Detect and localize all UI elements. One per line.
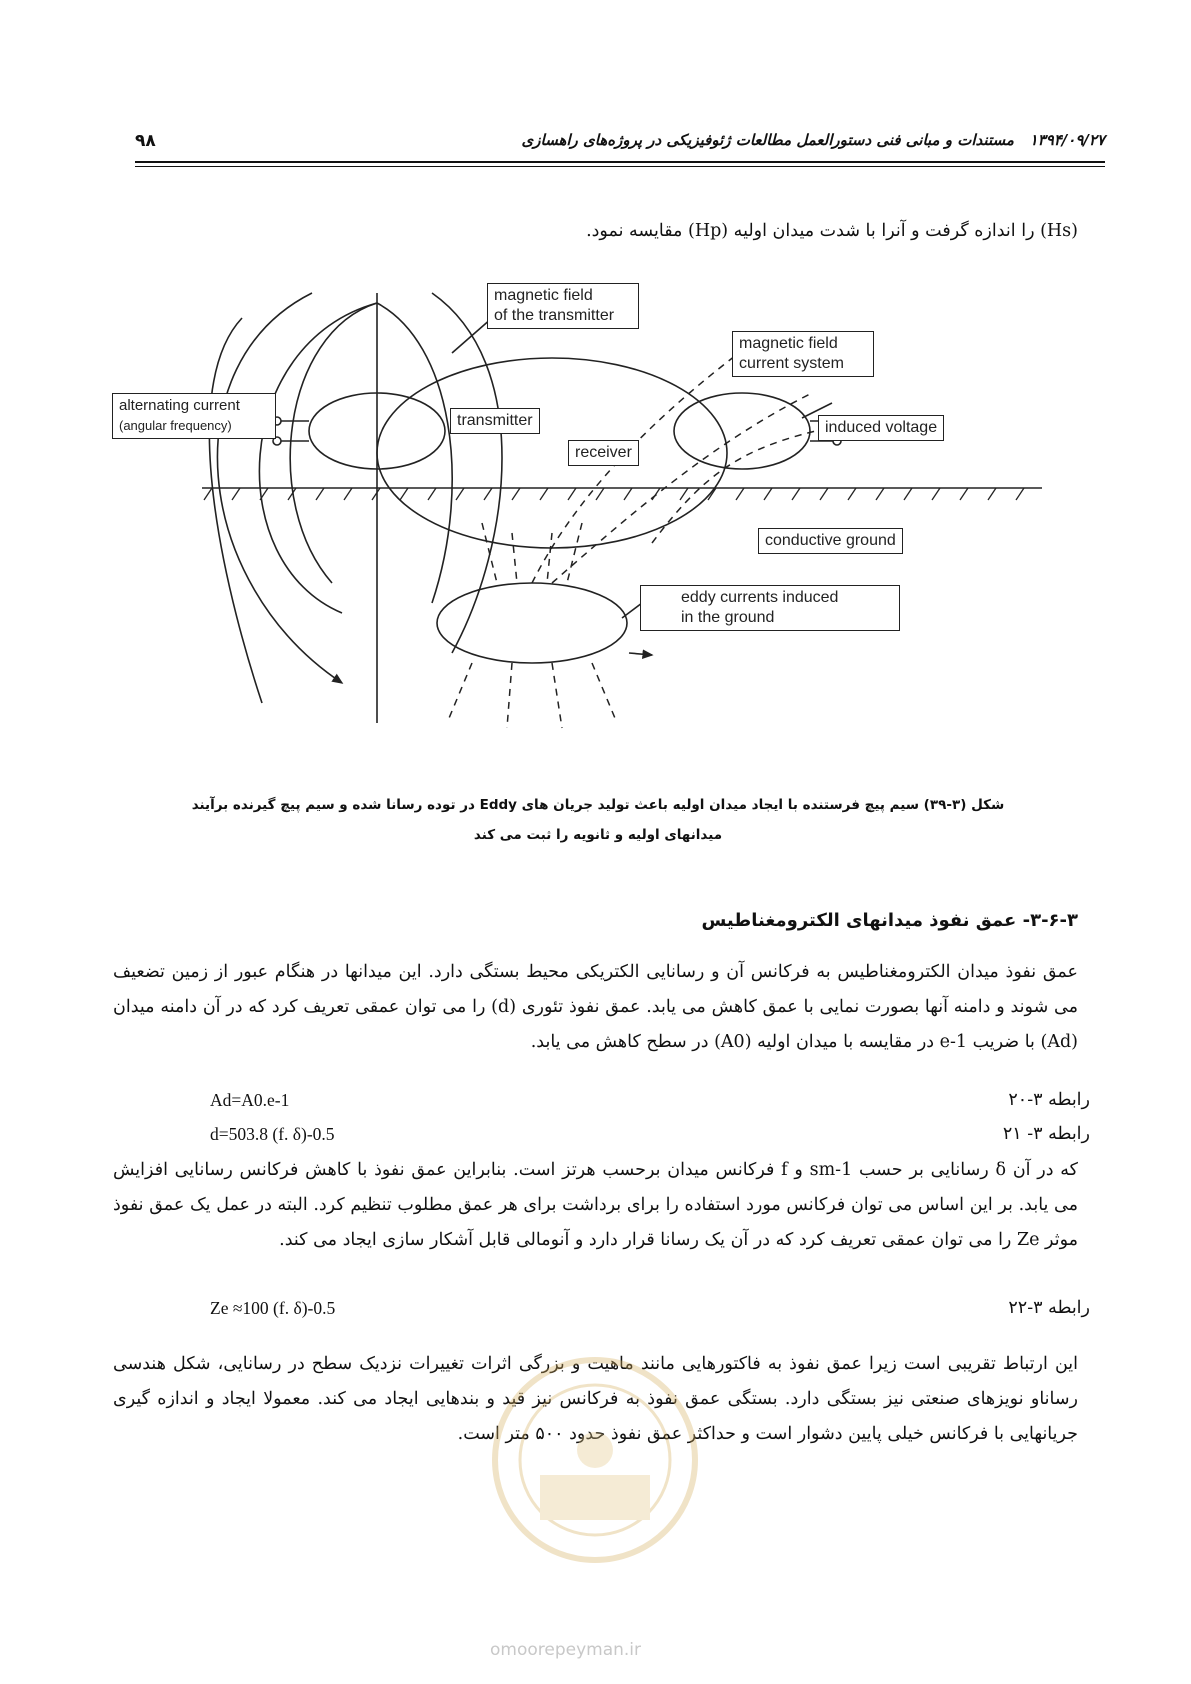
header-rule-thin bbox=[135, 166, 1105, 167]
section-heading: ۳-۶-۳- عمق نفوذ میدانهای الکترومغناطیس bbox=[701, 910, 1078, 931]
receiver-coil bbox=[674, 393, 810, 469]
figure-diagram bbox=[112, 283, 1072, 783]
label-eddy-currents bbox=[640, 585, 900, 631]
eddy-dash-4 bbox=[567, 523, 582, 583]
equation-label: رابطه ۳-۲۰ bbox=[1008, 1090, 1090, 1110]
header-title: مستندات و مبانی فنی دستورالعمل مطالعات ژئوفیزیکی در پروژه‌های راهسازی bbox=[521, 131, 1014, 149]
label-line: magnetic field bbox=[494, 287, 593, 304]
eddy-dash-8 bbox=[592, 663, 617, 723]
equation-formula: d=503.8 (f. δ)-0.5 bbox=[210, 1124, 335, 1144]
section-paragraph-2: که در آن δ رسانایی بر حسب sm-1 و f فرکانس میدان برحسب هرتز است. بنابراین عمق نفوذ با کاهش فرکانس رسانایی افزایش می یابد. بر این اساس می توان فرکانس مورد استفاده را برای برداشت برای هر عمق مطلوب تنظیم کرد. البته در عمل یک عمق نفوذ موثر Ze را می توان عمقی تعریف کرد که در آن یک رسانا قرار دارد و آنومالی قابل آشکار سازی ایجاد می کند. bbox=[113, 1160, 1079, 1250]
running-title bbox=[522, 131, 1105, 149]
header-date: ۱۳۹۴/۰۹/۲۷ bbox=[1029, 131, 1105, 149]
label-line: of the transmitter bbox=[494, 307, 615, 324]
label-line: magnetic field bbox=[739, 335, 838, 352]
label-magnetic-field-transmitter bbox=[487, 283, 639, 329]
eddy-dash-2 bbox=[512, 533, 517, 583]
field-line-4 bbox=[209, 318, 262, 703]
leader-transmitter-field bbox=[452, 318, 492, 353]
equation-3-22 bbox=[210, 1298, 1090, 1330]
eddy-dash-6 bbox=[507, 663, 512, 728]
field-line-1 bbox=[259, 303, 377, 613]
label-induced-voltage: induced voltage bbox=[818, 415, 944, 441]
label-line: in the ground bbox=[681, 609, 775, 626]
label-line: alternating current bbox=[119, 397, 240, 414]
watermark-seal bbox=[480, 1345, 710, 1575]
field-line-2 bbox=[290, 303, 377, 583]
figure-caption bbox=[118, 790, 1078, 850]
label-conductive-ground: conductive ground bbox=[758, 528, 903, 554]
caption-line-2: میدانهای اولیه و ثانویه را ثبت می کند bbox=[473, 827, 723, 843]
eddy-arrow bbox=[629, 653, 652, 655]
intro-paragraph: (Hs) را اندازه گرفت و آنرا با شدت میدان اولیه (Hp) مقایسه نمود. bbox=[586, 221, 1078, 241]
caption-line-1: شکل (۳-۳۹) سیم پیچ فرستنده با ایجاد میدان اولیه باعث تولید جریان های Eddy در توده رسانا شده و سیم پیچ گیرنده برآیند bbox=[191, 797, 1005, 813]
watermark-site: omoorepeyman.ir bbox=[490, 1640, 642, 1660]
leader-eddy bbox=[622, 603, 642, 618]
page-header bbox=[135, 125, 1105, 161]
field-line-6 bbox=[432, 293, 502, 653]
section-paragraph-3: این ارتباط تقریبی است زیرا عمق نفوذ به فاکتورهایی مانند ماهیت و بزرگی اثرات تغییرات نزدیک سطح در رسانایی، شکل هندسی رساناو نویزهای صنعتی نیز بستگی دارد. بستگی عمق نفوذ به فرکانس نیز قید و بندهایی ایجاد می کند. معمولا ایجاد و اندازه گیری جریانهایی با فرکانس خیلی پایین دشوار است و حداکثر عمق نفوذ حدود ۵۰۰ متر است. bbox=[113, 1354, 1078, 1444]
primary-field-loop bbox=[377, 358, 727, 548]
page-number: ۹۸ bbox=[135, 131, 156, 151]
eddy-current-loop bbox=[437, 583, 627, 663]
label-alternating-current bbox=[112, 393, 276, 439]
section-paragraph-1: عمق نفوذ میدان الکترومغناطیس به فرکانس آن و رسانایی الکتریکی محیط بستگی دارد. این میدانها در هنگام عبور از زمین تضعیف می شوند و دامنه آنها بصورت نمایی با عمق کاهش می یابد. عمق نفوذ تئوری (d) را می توان عمقی تعریف کرد که در آن دامنه میدان (Ad) با ضریب e-1 در مقایسه با میدان اولیه (A0) در سطح کاهش می یابد. bbox=[113, 962, 1078, 1052]
equation-label: رابطه ۳-۲۲ bbox=[1008, 1298, 1090, 1318]
label-receiver: receiver bbox=[568, 440, 639, 466]
field-line-5 bbox=[377, 303, 452, 603]
label-line: current system bbox=[739, 355, 844, 372]
equation-formula: Ad=A0.e-1 bbox=[210, 1090, 290, 1110]
equation-label: رابطه ۳- ۲۱ bbox=[1002, 1124, 1090, 1144]
label-transmitter: transmitter bbox=[450, 408, 540, 434]
eddy-dash-7 bbox=[552, 663, 562, 728]
equation-3-21 bbox=[210, 1124, 1090, 1156]
label-magnetic-field-current bbox=[732, 331, 874, 377]
label-line: (angular frequency) bbox=[119, 418, 232, 433]
eddy-dash-5 bbox=[447, 663, 472, 723]
equation-3-20 bbox=[210, 1090, 1090, 1122]
em-induction-figure bbox=[112, 283, 1072, 783]
header-rule-thick bbox=[135, 161, 1105, 163]
equation-formula: Ze ≈100 (f. δ)-0.5 bbox=[210, 1298, 336, 1318]
eddy-dash-3 bbox=[547, 533, 552, 583]
ground-hatch bbox=[204, 488, 1024, 500]
label-line: eddy currents induced bbox=[681, 589, 839, 606]
